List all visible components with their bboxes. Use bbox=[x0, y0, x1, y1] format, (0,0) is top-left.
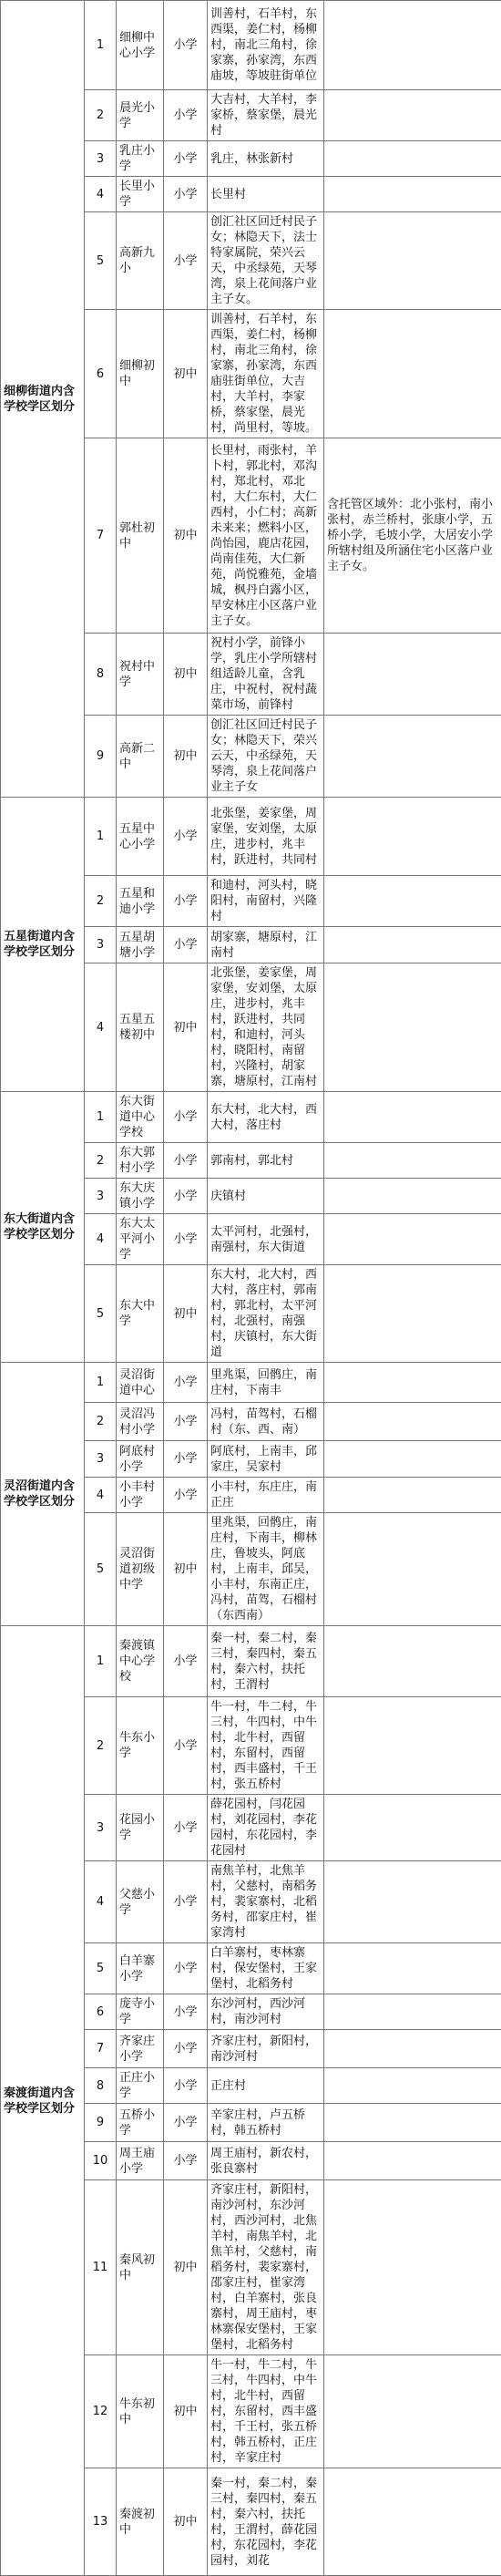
remarks-cell bbox=[324, 1179, 501, 1214]
catchment-area-cell: 白羊寨村，枣林寨村，保安堡村，王家堡村，北稻务村 bbox=[208, 1943, 324, 1994]
stage-cell: 小学 bbox=[164, 2104, 208, 2142]
row-number-cell: 8 bbox=[85, 2068, 117, 2104]
catchment-area-cell: 北张堡，姜家堡，周家堡，安刘堡，太原庄，进步村，兆丰村，跃进村，共同村 bbox=[208, 798, 324, 876]
catchment-area-cell: 东大村，北大村，西大村，落庄村，郭南村，郭北村，太平河村，北强村，南强村，庆镇村，东大街道 bbox=[208, 1265, 324, 1363]
row-number-cell: 4 bbox=[85, 177, 117, 212]
remarks-cell bbox=[324, 2068, 501, 2104]
stage-cell: 初中 bbox=[164, 310, 208, 438]
stage-cell: 小学 bbox=[164, 2142, 208, 2180]
stage-cell: 小学 bbox=[164, 1092, 208, 1143]
stage-cell: 初中 bbox=[164, 963, 208, 1092]
stage-cell: 小学 bbox=[164, 90, 208, 141]
catchment-area-cell: 秦一村，秦二村，秦三村，秦四村，秦五村，秦六村，扶托村，王渭村 bbox=[208, 1626, 324, 1697]
row-number-cell: 13 bbox=[85, 2468, 117, 2576]
stage-cell: 小学 bbox=[164, 798, 208, 876]
stage-cell: 小学 bbox=[164, 2068, 208, 2104]
row-number-cell: 4 bbox=[85, 963, 117, 1092]
stage-cell: 初中 bbox=[164, 438, 208, 634]
school-name-cell: 正庄小学 bbox=[117, 2068, 164, 2104]
school-name-cell: 小丰村小学 bbox=[117, 1478, 164, 1513]
row-number-cell: 1 bbox=[85, 1, 117, 90]
row-number-cell: 11 bbox=[85, 2180, 117, 2355]
remarks-cell bbox=[324, 2468, 501, 2576]
catchment-area-cell: 小丰村，东庄庄，南正庄 bbox=[208, 1478, 324, 1513]
stage-cell: 初中 bbox=[164, 1513, 208, 1626]
remarks-cell bbox=[324, 1214, 501, 1265]
row-number-cell: 1 bbox=[85, 1626, 117, 1697]
school-name-cell: 晨光小学 bbox=[117, 90, 164, 141]
school-name-cell: 东大庆镇小学 bbox=[117, 1179, 164, 1214]
school-name-cell: 五星中心小学 bbox=[117, 798, 164, 876]
catchment-area-cell: 北张堡，姜家堡，周家堡，安刘堡，太原庄，进步村，兆丰村，跃进村，共同村，和迪村，河头村，晓阳村，南留村，兴隆村，胡家寨，塘原村，江南村 bbox=[208, 963, 324, 1092]
remarks-cell bbox=[324, 2355, 501, 2468]
catchment-area-cell: 创汇社区回迁村民子女；林隐天下，法士特家属院，荣兴云天，中丞绿苑，天琴湾，泉上花间落户业主子女。 bbox=[208, 212, 324, 310]
catchment-area-cell: 南焦羊村，北焦羊村，父慈村，南稻务村，裴家寨村，北稻务村，邵家庄村，崔家湾村 bbox=[208, 1861, 324, 1943]
row-number-cell: 5 bbox=[85, 212, 117, 310]
remarks-cell bbox=[324, 1092, 501, 1143]
remarks-cell: 含托管区域外：北小张村，南小张村，赤兰桥村，张康小学，五桥小学，毛坡小学，大居安小学所辖村组及所涵住宅小区落户业主子女。 bbox=[324, 438, 501, 634]
school-name-cell: 牛东初中 bbox=[117, 2355, 164, 2468]
stage-cell: 小学 bbox=[164, 1626, 208, 1697]
catchment-area-cell: 辛家庄村，卢五桥村，韩五桥村 bbox=[208, 2104, 324, 2142]
row-number-cell: 3 bbox=[85, 1441, 117, 1478]
remarks-cell bbox=[324, 634, 501, 716]
school-name-cell: 东大郭村小学 bbox=[117, 1143, 164, 1179]
stage-cell: 小学 bbox=[164, 177, 208, 212]
row-number-cell: 3 bbox=[85, 927, 117, 963]
school-name-cell: 花园小学 bbox=[117, 1795, 164, 1861]
catchment-area-cell: 薛花园村，闫花园村，刘花园村，李花园村，东花园村，李花园村 bbox=[208, 1795, 324, 1861]
remarks-cell bbox=[324, 2142, 501, 2180]
row-number-cell: 2 bbox=[85, 876, 117, 927]
catchment-area-cell: 牛一村，牛二村，牛三村，牛四村，中牛村，北牛村，西留村，东留村，西丰盛村，千王村，张五桥村，韩五桥村，正庄村，辛家庄村 bbox=[208, 2355, 324, 2468]
remarks-cell bbox=[324, 1363, 501, 1403]
stage-cell: 小学 bbox=[164, 141, 208, 177]
region-cell: 灵沼街道内含学校学区划分 bbox=[1, 1363, 85, 1626]
school-name-cell: 五星胡塘小学 bbox=[117, 927, 164, 963]
school-name-cell: 灵沼街道中心 bbox=[117, 1363, 164, 1403]
catchment-area-cell: 东沙河村，西沙河村，南沙河村 bbox=[208, 1994, 324, 2030]
row-number-cell: 4 bbox=[85, 1214, 117, 1265]
school-name-cell: 五星和迪小学 bbox=[117, 876, 164, 927]
school-name-cell: 祝村中学 bbox=[117, 634, 164, 716]
row-number-cell: 2 bbox=[85, 1403, 117, 1441]
remarks-cell bbox=[324, 90, 501, 141]
school-name-cell: 细柳中心小学 bbox=[117, 1, 164, 90]
table-row bbox=[1, 1, 501, 90]
stage-cell: 小学 bbox=[164, 876, 208, 927]
remarks-cell bbox=[324, 1513, 501, 1626]
remarks-cell bbox=[324, 1861, 501, 1943]
school-name-cell: 郭杜初中 bbox=[117, 438, 164, 634]
catchment-area-cell: 里兆渠，回鹘庄，南庄村，下南丰 bbox=[208, 1363, 324, 1403]
remarks-cell bbox=[324, 1626, 501, 1697]
remarks-cell bbox=[324, 1795, 501, 1861]
catchment-area-cell: 长里村 bbox=[208, 177, 324, 212]
region-cell: 细柳街道内含学校学区划分 bbox=[1, 1, 85, 798]
catchment-area-cell: 胡家寨，塘原村，江南村 bbox=[208, 927, 324, 963]
remarks-cell bbox=[324, 927, 501, 963]
remarks-cell bbox=[324, 1403, 501, 1441]
remarks-cell bbox=[324, 2104, 501, 2142]
row-number-cell: 1 bbox=[85, 1363, 117, 1403]
remarks-cell bbox=[324, 1441, 501, 1478]
catchment-area-cell: 秦一村，秦二村，秦三村，秦四村，秦五村，秦六村，扶托村，王渭村，薛花园村，东花园村，李花园村，刘花 bbox=[208, 2468, 324, 2576]
remarks-cell bbox=[324, 876, 501, 927]
stage-cell: 小学 bbox=[164, 2030, 208, 2068]
stage-cell: 小学 bbox=[164, 1478, 208, 1513]
catchment-area-cell: 和迪村，河头村，晓阳村，南留村，兴隆村 bbox=[208, 876, 324, 927]
school-name-cell: 庞寺小学 bbox=[117, 1994, 164, 2030]
school-name-cell: 乳庄小学 bbox=[117, 141, 164, 177]
row-number-cell: 6 bbox=[85, 310, 117, 438]
table-row bbox=[1, 1626, 501, 1697]
school-name-cell: 东大中学 bbox=[117, 1265, 164, 1363]
row-number-cell: 7 bbox=[85, 2030, 117, 2068]
catchment-area-cell: 正庄村 bbox=[208, 2068, 324, 2104]
stage-cell: 小学 bbox=[164, 1214, 208, 1265]
row-number-cell: 9 bbox=[85, 716, 117, 798]
region-cell: 五星街道内含学校学区划分 bbox=[1, 798, 85, 1092]
stage-cell: 初中 bbox=[164, 2180, 208, 2355]
school-name-cell: 齐家庄小学 bbox=[117, 2030, 164, 2068]
catchment-area-cell: 牛一村，牛二村，牛三村，牛四村，中牛村，北牛村，西留村，东留村，西留村，西丰盛村，千王村，张五桥村 bbox=[208, 1697, 324, 1795]
school-name-cell: 秦渡初中 bbox=[117, 2468, 164, 2576]
stage-cell: 小学 bbox=[164, 1441, 208, 1478]
stage-cell: 初中 bbox=[164, 716, 208, 798]
remarks-cell bbox=[324, 798, 501, 876]
table-row bbox=[1, 798, 501, 876]
catchment-area-cell: 阿底村，上南丰，邱家庄，吴家村 bbox=[208, 1441, 324, 1478]
table-row bbox=[1, 1363, 501, 1403]
school-name-cell: 东大街道中心学校 bbox=[117, 1092, 164, 1143]
school-name-cell: 东大太平河小学 bbox=[117, 1214, 164, 1265]
remarks-cell bbox=[324, 716, 501, 798]
stage-cell: 小学 bbox=[164, 1795, 208, 1861]
stage-cell: 小学 bbox=[164, 1697, 208, 1795]
row-number-cell: 1 bbox=[85, 1092, 117, 1143]
school-name-cell: 白羊寨小学 bbox=[117, 1943, 164, 1994]
catchment-area-cell: 训善村，石羊村，东西渠，姜仁村，杨柳村，南北三角村，徐家寨，孙家湾，东西庙驻街单位，大吉村，大羊村，李家桥，蔡家堡，晨光村，尚里村，等坡。 bbox=[208, 310, 324, 438]
remarks-cell bbox=[324, 963, 501, 1092]
school-name-cell: 细柳初中 bbox=[117, 310, 164, 438]
catchment-area-cell: 东大村，北大村，西大村，落庄村 bbox=[208, 1092, 324, 1143]
school-name-cell: 牛东小学 bbox=[117, 1697, 164, 1795]
school-name-cell: 秦渡镇中心学校 bbox=[117, 1626, 164, 1697]
stage-cell: 小学 bbox=[164, 212, 208, 310]
region-cell: 东大街道内含学校学区划分 bbox=[1, 1092, 85, 1363]
stage-cell: 小学 bbox=[164, 1943, 208, 1994]
row-number-cell: 12 bbox=[85, 2355, 117, 2468]
remarks-cell bbox=[324, 1994, 501, 2030]
catchment-area-cell: 里兆渠，回鹘庄，南庄村，下南丰，柳林庄，鲁坡头，阿底村，上南丰，邱吴，小丰村，东南正庄，冯村，苗驾，石榴村（东西南） bbox=[208, 1513, 324, 1626]
remarks-cell bbox=[324, 1943, 501, 1994]
row-number-cell: 6 bbox=[85, 1994, 117, 2030]
remarks-cell bbox=[324, 1478, 501, 1513]
row-number-cell: 2 bbox=[85, 1697, 117, 1795]
catchment-area-cell: 周王庙村，新农村，张良寨村 bbox=[208, 2142, 324, 2180]
school-name-cell: 周王庙小学 bbox=[117, 2142, 164, 2180]
catchment-area-cell: 祝村小学，前锋小学，乳庄小学所辖村组适龄儿童，含乳庄，中祝村，祝村蔬菜市场，前锋村 bbox=[208, 634, 324, 716]
school-name-cell: 五桥小学 bbox=[117, 2104, 164, 2142]
catchment-area-cell: 创汇社区回迁村民子女；林隐天下，荣兴云天，中丞绿苑，天琴湾，泉上花间落户业主子女 bbox=[208, 716, 324, 798]
remarks-cell bbox=[324, 177, 501, 212]
stage-cell: 小学 bbox=[164, 927, 208, 963]
catchment-area-cell: 冯村，苗驾村，石榴村（东、西、南） bbox=[208, 1403, 324, 1441]
region-cell: 秦渡街道内含学校学区划分 bbox=[1, 1626, 85, 2576]
school-name-cell: 秦风初中 bbox=[117, 2180, 164, 2355]
catchment-area-cell: 庆镇村 bbox=[208, 1179, 324, 1214]
catchment-area-cell: 齐家庄村，新阳村，南沙河村 bbox=[208, 2030, 324, 2068]
row-number-cell: 10 bbox=[85, 2142, 117, 2180]
remarks-cell bbox=[324, 1, 501, 90]
remarks-cell bbox=[324, 212, 501, 310]
catchment-area-cell: 齐家庄村，新阳村，南沙河村，东沙河村，西沙河村，北焦羊村，南焦羊村，北焦羊村，父慈村，南稻务村，裴家寨村，邵家庄村，崔家湾村，白羊寨村，张良寨村，周王庙村，枣林寨保安堡村，王家堡村，北稻务村 bbox=[208, 2180, 324, 2355]
stage-cell: 初中 bbox=[164, 2468, 208, 2576]
school-name-cell: 灵沼街道初级中学 bbox=[117, 1513, 164, 1626]
remarks-cell bbox=[324, 2180, 501, 2355]
catchment-area-cell: 大吉村，大羊村，李家桥，蔡家堡，晨光村 bbox=[208, 90, 324, 141]
stage-cell: 小学 bbox=[164, 1403, 208, 1441]
school-name-cell: 高新九小 bbox=[117, 212, 164, 310]
row-number-cell: 7 bbox=[85, 438, 117, 634]
remarks-cell bbox=[324, 141, 501, 177]
stage-cell: 小学 bbox=[164, 1179, 208, 1214]
school-name-cell: 高新二中 bbox=[117, 716, 164, 798]
row-number-cell: 2 bbox=[85, 90, 117, 141]
row-number-cell: 9 bbox=[85, 2104, 117, 2142]
remarks-cell bbox=[324, 310, 501, 438]
school-name-cell: 长里小学 bbox=[117, 177, 164, 212]
row-number-cell: 3 bbox=[85, 141, 117, 177]
school-name-cell: 五星五楼初中 bbox=[117, 963, 164, 1092]
catchment-area-cell: 训善村，石羊村，东西渠，姜仁村，杨柳村，南北三角村，徐家寨，孙家湾，东西庙坡，等坡驻街单位 bbox=[208, 1, 324, 90]
table-row bbox=[1, 1092, 501, 1143]
catchment-area-cell: 长里村，雨张村，羊卜村，郭北村，邓沟村，郑北村，邓北村，大仁东村，大仁西村，小仁村；高新未来来；燃料小区，尚怡园，鹿店花园，尚南佳苑，大仁新苑，尚悦雅苑，金墙城，枫丹白露小区，早安林庄小区落户业主子女。 bbox=[208, 438, 324, 634]
school-name-cell: 灵沼冯村小学 bbox=[117, 1403, 164, 1441]
row-number-cell: 5 bbox=[85, 1513, 117, 1626]
row-number-cell: 2 bbox=[85, 1143, 117, 1179]
remarks-cell bbox=[324, 1143, 501, 1179]
row-number-cell: 5 bbox=[85, 1265, 117, 1363]
row-number-cell: 5 bbox=[85, 1943, 117, 1994]
stage-cell: 小学 bbox=[164, 1143, 208, 1179]
row-number-cell: 4 bbox=[85, 1861, 117, 1943]
stage-cell: 初中 bbox=[164, 2355, 208, 2468]
stage-cell: 初中 bbox=[164, 1265, 208, 1363]
remarks-cell bbox=[324, 2030, 501, 2068]
row-number-cell: 3 bbox=[85, 1179, 117, 1214]
stage-cell: 初中 bbox=[164, 634, 208, 716]
catchment-area-cell: 乳庄，林张新村 bbox=[208, 141, 324, 177]
stage-cell: 小学 bbox=[164, 1861, 208, 1943]
row-number-cell: 8 bbox=[85, 634, 117, 716]
remarks-cell bbox=[324, 1697, 501, 1795]
catchment-area-cell: 郭南村，郭北村 bbox=[208, 1143, 324, 1179]
school-name-cell: 阿底村小学 bbox=[117, 1441, 164, 1478]
stage-cell: 小学 bbox=[164, 1994, 208, 2030]
row-number-cell: 1 bbox=[85, 798, 117, 876]
row-number-cell: 4 bbox=[85, 1478, 117, 1513]
catchment-area-cell: 太平河村，北强村，南强村，东大街道 bbox=[208, 1214, 324, 1265]
stage-cell: 小学 bbox=[164, 1363, 208, 1403]
school-name-cell: 父慈小学 bbox=[117, 1861, 164, 1943]
row-number-cell: 3 bbox=[85, 1795, 117, 1861]
stage-cell: 小学 bbox=[164, 1, 208, 90]
table-body bbox=[1, 1, 501, 2576]
remarks-cell bbox=[324, 1265, 501, 1363]
